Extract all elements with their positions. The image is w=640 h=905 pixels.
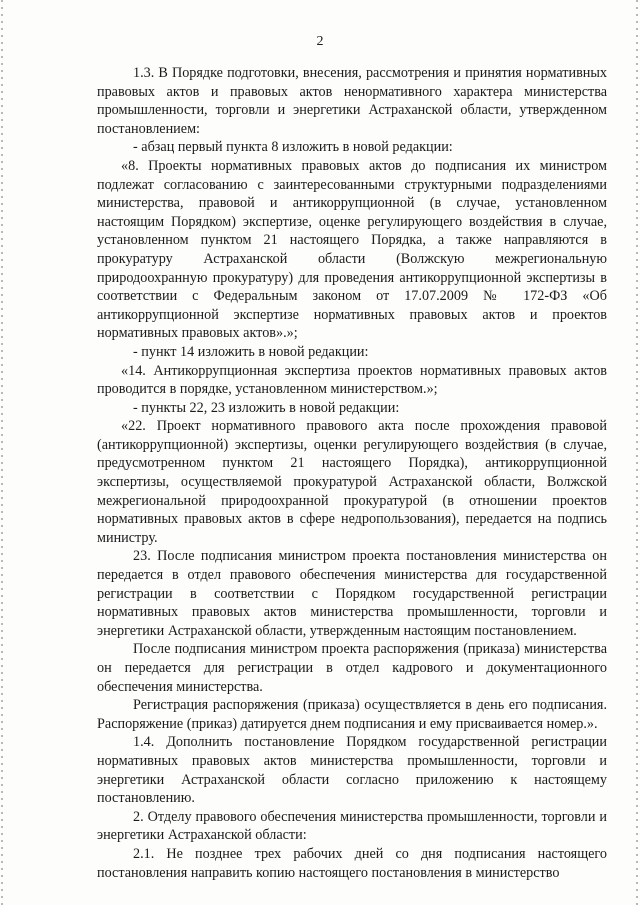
- paragraph-item-23-text: 23. После подписания министром проекта постановления министерства он передается в отдел правового обеспечения министерства для государственной регистрации в соответствии с Порядком государственной регистрации нормативных правовых актов министерства промышленности, торговли и энергетики Астраханской области, утвержденным настоящим постановлением.: [97, 548, 607, 639]
- document-body: [97, 64, 607, 882]
- paragraph-item-8-intro: - абзац первый пункта 8 изложить в новой редакции:: [133, 139, 453, 156]
- page-number: 2: [316, 34, 324, 49]
- paragraph-item-8-text: «8. Проекты нормативных правовых актов до подписания их министром подлежат согласованию с заинтересованными структурными подразделениями министерства, правовой и антикоррупционной (в случае, установленном настоящим Порядком) экспертизе, оценке регулирующего воздействия в случае, установленном пунктом 21 настоящего Порядка, а также направляются в прокуратуру Астраханской области (Волжскую межрегиональную природоохранную прокуратуру) для проведения антикоррупционной экспертизы в соответствии с Федеральным законом от 17.07.2009 № 172-ФЗ «Об антикоррупционной экспертизе нормативных правовых актов и проектов нормативных правовых актов».»;: [97, 157, 607, 342]
- paragraph-order-registration: После подписания министром проекта распоряжения (приказа) министерства он передается для регистрации в отдел кадрового и документационного обеспечения министерства.: [97, 641, 607, 695]
- scan-edge-left: [1, 0, 3, 905]
- paragraph-1-3: 1.3. В Порядке подготовки, внесения, рассмотрения и принятия нормативных правовых актов и правовых актов ненормативного характера министерства промышленности, торговли и энергетики Астраханской области, утвержденном постановлением:: [97, 65, 607, 137]
- paragraph-item-14-intro: - пункт 14 изложить в новой редакции:: [133, 343, 369, 360]
- paragraph-items-22-23-intro: - пункты 22, 23 изложить в новой редакции:: [133, 399, 400, 416]
- scan-edge-right: [636, 0, 638, 905]
- paragraph-item-22-text: «22. Проект нормативного правового акта после прохождения правовой (антикоррупционной) экспертизы, оценки регулирующего воздействия (в случае, предусмотренном пунктом 21 настоящего Порядка), антикоррупционной экспертизы, осуществляемой прокуратурой Астраханской области, Волжской межрегиональной природоохранной прокуратурой (в отношении проектов нормативных правовых актов в сфере недропользования), передается на подпись министру.: [97, 418, 607, 546]
- paragraph-registration-date: Регистрация распоряжения (приказа) осуществляется в день его подписания. Распоряжение (приказ) датируется днем подписания и ему присваивается номер.».: [97, 697, 607, 732]
- paragraph-2: 2. Отделу правового обеспечения министерства промышленности, торговли и энергетики Астраханской области:: [97, 808, 607, 844]
- paragraph-2-1: 2.1. Не позднее трех рабочих дней со дня подписания настоящего постановления направить копию настоящего постановления в министерство: [97, 845, 607, 881]
- paragraph-1-4: 1.4. Дополнить постановление Порядком государственной регистрации нормативных правовых актов министерства промышленности, торговли и энергетики Астраханской области согласно приложению к настоящему постановлению.: [97, 734, 607, 807]
- paragraph-item-14-text: «14. Антикоррупционная экспертиза проектов нормативных правовых актов проводится в порядке, установленном министерством.»;: [97, 362, 607, 398]
